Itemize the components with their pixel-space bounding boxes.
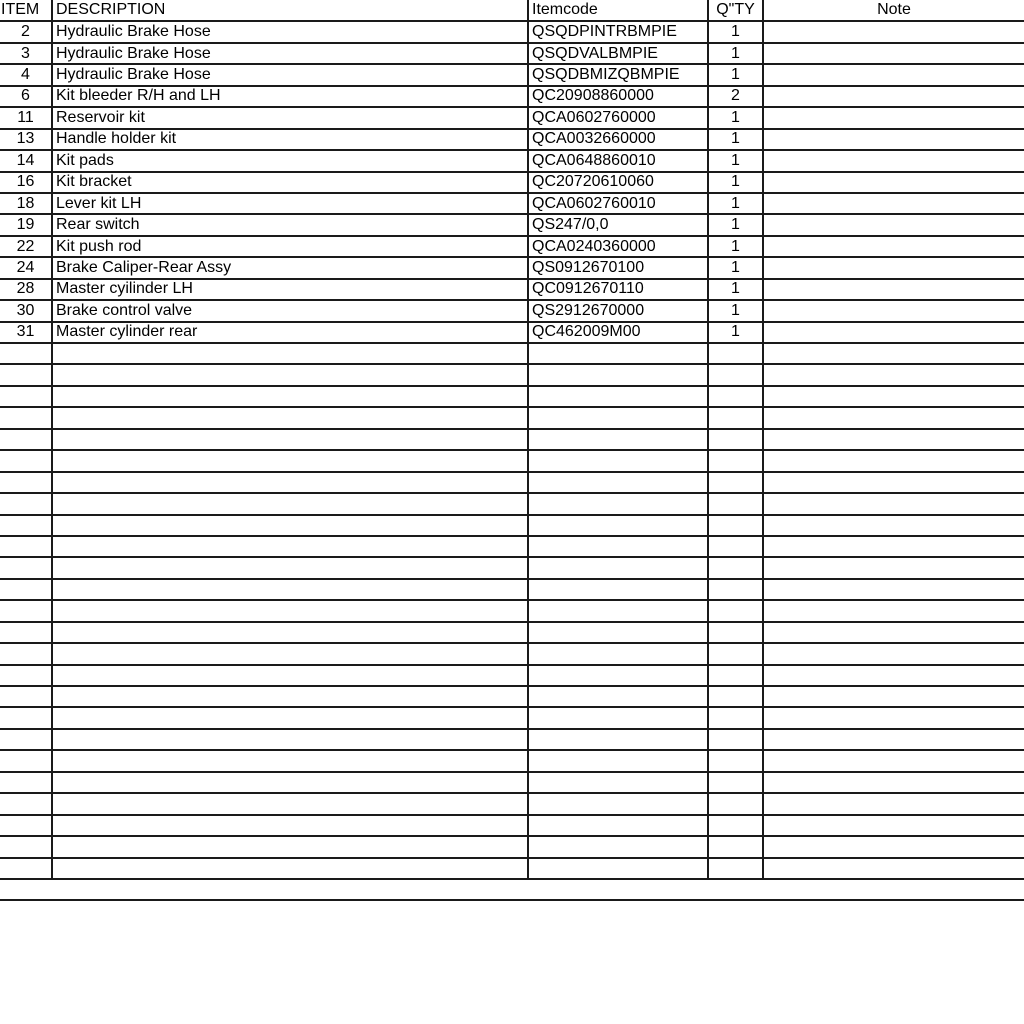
header-note: Note	[763, 0, 1024, 21]
cell-description: Kit push rod	[52, 236, 528, 257]
empty-cell	[528, 557, 708, 578]
cell-note	[763, 236, 1024, 257]
empty-row	[0, 557, 1024, 578]
empty-cell	[0, 707, 52, 728]
empty-row	[0, 772, 1024, 793]
empty-cell	[52, 557, 528, 578]
empty-cell	[52, 643, 528, 664]
empty-cell	[0, 665, 52, 686]
empty-row	[0, 386, 1024, 407]
empty-cell	[0, 815, 52, 836]
empty-cell	[528, 665, 708, 686]
empty-cell	[763, 686, 1024, 707]
table-row	[0, 43, 1024, 64]
empty-cell	[0, 515, 52, 536]
cell-itemcode: QCA0602760000	[528, 107, 708, 128]
cell-qty: 1	[708, 129, 763, 150]
header-qty: Q"TY	[708, 0, 763, 21]
cell-itemcode: QS247/0,0	[528, 214, 708, 235]
empty-row	[0, 815, 1024, 836]
empty-cell	[52, 450, 528, 471]
cell-qty: 1	[708, 300, 763, 321]
empty-cell	[52, 665, 528, 686]
empty-cell	[52, 386, 528, 407]
empty-cell	[708, 836, 763, 857]
cell-itemcode: QC20720610060	[528, 172, 708, 193]
empty-cell	[528, 729, 708, 750]
empty-cell	[708, 386, 763, 407]
cell-description: Rear switch	[52, 214, 528, 235]
empty-row	[0, 429, 1024, 450]
cell-note	[763, 193, 1024, 214]
empty-cell	[708, 815, 763, 836]
empty-cell	[763, 815, 1024, 836]
empty-cell	[528, 579, 708, 600]
empty-cell	[708, 557, 763, 578]
table-row	[0, 172, 1024, 193]
empty-cell	[708, 364, 763, 385]
empty-cell	[763, 707, 1024, 728]
empty-cell	[528, 386, 708, 407]
cell-note	[763, 279, 1024, 300]
cell-note	[763, 64, 1024, 85]
cell-qty: 1	[708, 214, 763, 235]
empty-cell	[528, 472, 708, 493]
empty-cell	[52, 750, 528, 771]
cell-note	[763, 150, 1024, 171]
empty-cell	[763, 858, 1024, 879]
cell-description: Handle holder kit	[52, 129, 528, 150]
empty-cell	[0, 493, 52, 514]
empty-row	[0, 493, 1024, 514]
empty-cell	[528, 407, 708, 428]
cell-description: Master cylinder rear	[52, 322, 528, 343]
cell-description: Kit bleeder R/H and LH	[52, 86, 528, 107]
cell-itemcode: QC462009M00	[528, 322, 708, 343]
empty-cell	[763, 557, 1024, 578]
header-row	[0, 0, 1024, 21]
empty-cell	[708, 536, 763, 557]
empty-row	[0, 793, 1024, 814]
empty-cell	[0, 686, 52, 707]
empty-row	[0, 858, 1024, 879]
empty-cell	[528, 858, 708, 879]
cell-qty: 1	[708, 279, 763, 300]
empty-cell	[0, 622, 52, 643]
empty-cell	[763, 450, 1024, 471]
empty-cell	[0, 729, 52, 750]
empty-row	[0, 686, 1024, 707]
empty-row	[0, 836, 1024, 857]
empty-cell	[52, 364, 528, 385]
table-row	[0, 193, 1024, 214]
cell-note	[763, 43, 1024, 64]
empty-cell	[528, 450, 708, 471]
cell-item: 30	[0, 300, 52, 321]
empty-row	[0, 407, 1024, 428]
empty-cell	[0, 450, 52, 471]
empty-row	[0, 665, 1024, 686]
empty-cell	[52, 707, 528, 728]
empty-cell	[763, 429, 1024, 450]
empty-cell	[0, 386, 52, 407]
empty-cell	[0, 750, 52, 771]
table-row	[0, 86, 1024, 107]
table-row	[0, 300, 1024, 321]
cell-itemcode: QS0912670100	[528, 257, 708, 278]
empty-cell	[708, 600, 763, 621]
empty-cell	[0, 643, 52, 664]
empty-cell	[0, 579, 52, 600]
cell-item: 14	[0, 150, 52, 171]
cell-qty: 1	[708, 257, 763, 278]
empty-row	[0, 750, 1024, 771]
cell-itemcode: QC20908860000	[528, 86, 708, 107]
cell-qty: 1	[708, 21, 763, 42]
header-description: DESCRIPTION	[52, 0, 528, 21]
table-row	[0, 21, 1024, 42]
empty-cell	[763, 750, 1024, 771]
empty-cell	[763, 665, 1024, 686]
empty-cell	[763, 364, 1024, 385]
empty-cell	[528, 622, 708, 643]
cell-item: 4	[0, 64, 52, 85]
empty-cell	[52, 858, 528, 879]
empty-cell	[52, 729, 528, 750]
empty-cell	[528, 772, 708, 793]
empty-cell	[763, 793, 1024, 814]
cell-itemcode: QSQDBMIZQBMPIE	[528, 64, 708, 85]
empty-row	[0, 707, 1024, 728]
empty-cell	[708, 707, 763, 728]
cell-item: 16	[0, 172, 52, 193]
empty-row	[0, 343, 1024, 364]
empty-cell	[52, 536, 528, 557]
empty-cell	[708, 472, 763, 493]
empty-cell	[52, 407, 528, 428]
cell-note	[763, 86, 1024, 107]
cell-description: Hydraulic Brake Hose	[52, 21, 528, 42]
empty-cell	[0, 364, 52, 385]
empty-cell	[528, 750, 708, 771]
empty-cell	[0, 858, 52, 879]
table-row	[0, 322, 1024, 343]
empty-row	[0, 622, 1024, 643]
empty-row	[0, 729, 1024, 750]
cell-qty: 1	[708, 43, 763, 64]
cell-itemcode: QCA0032660000	[528, 129, 708, 150]
cell-item: 13	[0, 129, 52, 150]
table-row	[0, 150, 1024, 171]
cell-description: Kit bracket	[52, 172, 528, 193]
header-itemcode: Itemcode	[528, 0, 708, 21]
empty-cell	[763, 536, 1024, 557]
empty-row	[0, 579, 1024, 600]
empty-cell	[0, 429, 52, 450]
cell-item: 6	[0, 86, 52, 107]
table-row	[0, 257, 1024, 278]
cell-note	[763, 257, 1024, 278]
cell-item: 22	[0, 236, 52, 257]
empty-cell	[708, 493, 763, 514]
empty-cell	[528, 707, 708, 728]
cell-item: 28	[0, 279, 52, 300]
cell-item: 2	[0, 21, 52, 42]
cell-note	[763, 214, 1024, 235]
empty-cell	[708, 750, 763, 771]
cell-qty: 1	[708, 193, 763, 214]
cell-itemcode: QC0912670110	[528, 279, 708, 300]
empty-cell	[528, 343, 708, 364]
empty-row	[0, 472, 1024, 493]
cell-qty: 1	[708, 150, 763, 171]
cell-item: 18	[0, 193, 52, 214]
empty-cell	[52, 836, 528, 857]
empty-row	[0, 364, 1024, 385]
cell-item: 3	[0, 43, 52, 64]
cell-itemcode: QCA0602760010	[528, 193, 708, 214]
empty-row	[0, 515, 1024, 536]
cell-description: Kit pads	[52, 150, 528, 171]
cell-item: 19	[0, 214, 52, 235]
empty-row	[0, 643, 1024, 664]
empty-cell	[528, 429, 708, 450]
empty-cell	[52, 493, 528, 514]
cell-note	[763, 107, 1024, 128]
cell-note	[763, 300, 1024, 321]
empty-cell	[763, 643, 1024, 664]
empty-cell	[52, 793, 528, 814]
empty-cell	[708, 515, 763, 536]
empty-cell	[0, 600, 52, 621]
empty-cell	[528, 836, 708, 857]
empty-row	[0, 450, 1024, 471]
empty-cell	[708, 429, 763, 450]
empty-cell	[763, 622, 1024, 643]
empty-cell	[528, 815, 708, 836]
cell-qty: 1	[708, 64, 763, 85]
empty-cell	[52, 429, 528, 450]
cell-item: 24	[0, 257, 52, 278]
cell-description: Brake control valve	[52, 300, 528, 321]
empty-cell	[0, 472, 52, 493]
empty-cell	[528, 515, 708, 536]
cell-qty: 1	[708, 236, 763, 257]
empty-cell	[763, 407, 1024, 428]
cell-qty: 2	[708, 86, 763, 107]
table-row	[0, 107, 1024, 128]
empty-cell	[763, 515, 1024, 536]
header-item: ITEM	[0, 0, 52, 21]
empty-cell	[763, 600, 1024, 621]
empty-cell	[763, 836, 1024, 857]
cell-qty: 1	[708, 172, 763, 193]
cell-description: Brake Caliper-Rear Assy	[52, 257, 528, 278]
empty-cell	[0, 793, 52, 814]
empty-cell	[763, 343, 1024, 364]
empty-cell	[708, 407, 763, 428]
empty-cell	[528, 643, 708, 664]
empty-cell	[528, 364, 708, 385]
table-row	[0, 64, 1024, 85]
empty-cell	[52, 772, 528, 793]
empty-cell	[763, 772, 1024, 793]
cell-description: Reservoir kit	[52, 107, 528, 128]
table-row	[0, 129, 1024, 150]
empty-cell	[52, 579, 528, 600]
empty-cell	[0, 836, 52, 857]
cell-itemcode: QSQDPINTRBMPIE	[528, 21, 708, 42]
empty-cell	[708, 793, 763, 814]
empty-cell	[763, 472, 1024, 493]
footer-row	[0, 879, 1024, 900]
empty-cell	[708, 450, 763, 471]
cell-itemcode: QS2912670000	[528, 300, 708, 321]
empty-cell	[52, 343, 528, 364]
empty-cell	[52, 600, 528, 621]
cell-qty: 1	[708, 322, 763, 343]
cell-qty: 1	[708, 107, 763, 128]
cell-note	[763, 322, 1024, 343]
empty-cell	[52, 815, 528, 836]
empty-cell	[528, 600, 708, 621]
empty-cell	[708, 643, 763, 664]
empty-cell	[708, 665, 763, 686]
cell-itemcode: QCA0240360000	[528, 236, 708, 257]
empty-cell	[528, 793, 708, 814]
table-row	[0, 214, 1024, 235]
table-row	[0, 236, 1024, 257]
cell-note	[763, 21, 1024, 42]
empty-row	[0, 536, 1024, 557]
empty-cell	[0, 557, 52, 578]
cell-description: Master cyilinder LH	[52, 279, 528, 300]
cell-itemcode: QCA0648860010	[528, 150, 708, 171]
empty-cell	[708, 579, 763, 600]
cell-description: Hydraulic Brake Hose	[52, 43, 528, 64]
empty-cell	[0, 536, 52, 557]
empty-cell	[0, 772, 52, 793]
empty-cell	[528, 536, 708, 557]
empty-cell	[0, 407, 52, 428]
cell-description: Lever kit LH	[52, 193, 528, 214]
empty-cell	[763, 493, 1024, 514]
cell-description: Hydraulic Brake Hose	[52, 64, 528, 85]
empty-cell	[52, 515, 528, 536]
empty-cell	[52, 686, 528, 707]
cell-item: 11	[0, 107, 52, 128]
cell-note	[763, 172, 1024, 193]
empty-cell	[708, 729, 763, 750]
empty-cell	[708, 686, 763, 707]
empty-cell	[708, 772, 763, 793]
cell-note	[763, 129, 1024, 150]
empty-cell	[763, 386, 1024, 407]
empty-cell	[528, 493, 708, 514]
footer-cell	[0, 879, 1024, 900]
empty-cell	[52, 472, 528, 493]
empty-cell	[763, 729, 1024, 750]
empty-cell	[52, 622, 528, 643]
empty-cell	[708, 343, 763, 364]
empty-row	[0, 600, 1024, 621]
empty-cell	[0, 343, 52, 364]
empty-cell	[528, 686, 708, 707]
cell-item: 31	[0, 322, 52, 343]
parts-table-body	[0, 21, 1024, 900]
empty-cell	[708, 858, 763, 879]
cell-itemcode: QSQDVALBMPIE	[528, 43, 708, 64]
table-row	[0, 279, 1024, 300]
empty-cell	[708, 622, 763, 643]
empty-cell	[763, 579, 1024, 600]
